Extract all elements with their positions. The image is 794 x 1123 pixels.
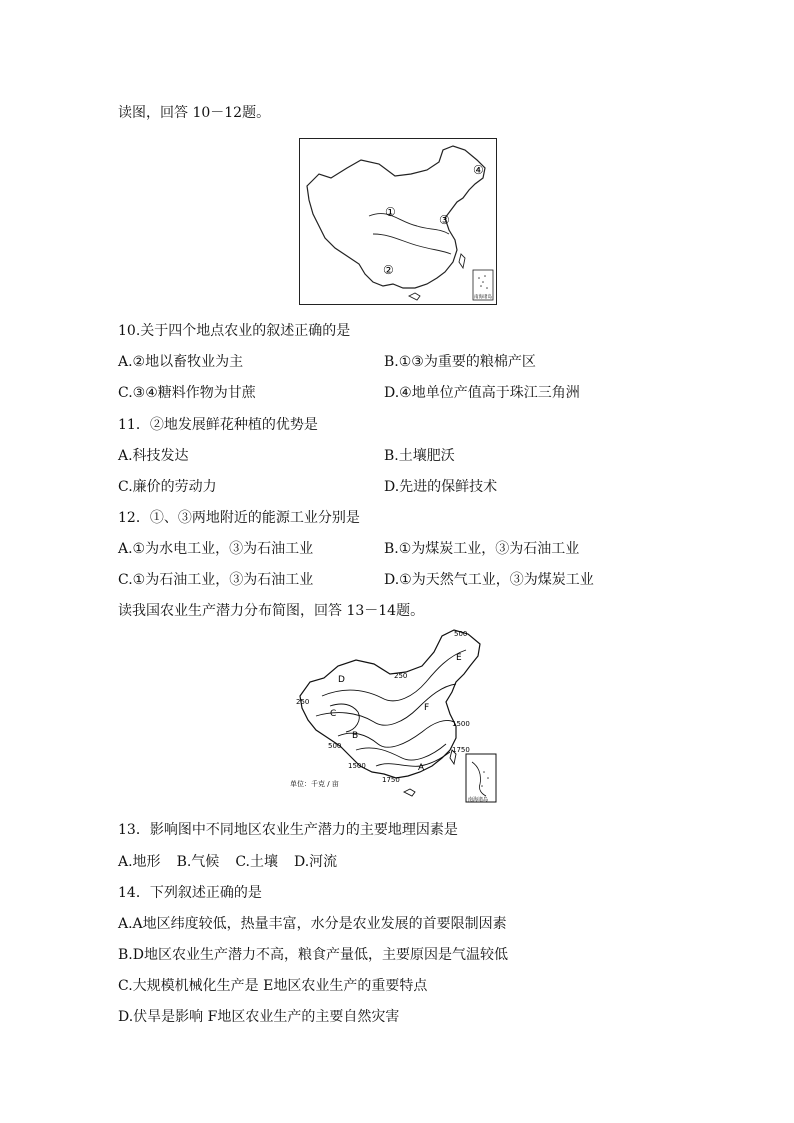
q12-option-c: C.①为石油工业，③为石油工业 xyxy=(118,572,314,588)
q11-option-c: C.廉价的劳动力 xyxy=(118,479,217,495)
q12-option-d: D.①为天然气工业，③为煤炭工业 xyxy=(384,572,594,588)
region-label-d: D xyxy=(338,675,345,685)
region-label-e: E xyxy=(456,653,462,663)
contour-label-250-left: 250 xyxy=(296,698,310,706)
q12-option-a: A.①为水电工业，③为石油工业 xyxy=(118,541,314,557)
contour-label-250-center: 250 xyxy=(394,672,408,680)
q11-option-a: A.科技发达 xyxy=(118,448,189,464)
q10-option-b: B.①③为重要的粮棉产区 xyxy=(384,354,536,370)
q14-option-d: D.伏旱是影响 F地区农业生产的主要自然灾害 xyxy=(118,1009,400,1025)
china-map-1-svg xyxy=(299,138,497,305)
q11-option-b: B.土壤肥沃 xyxy=(384,448,455,464)
marker-2: ② xyxy=(383,263,394,277)
q11-option-d: D.先进的保鲜技术 xyxy=(384,479,498,495)
q12-stem: 12．①、③两地附近的能源工业分别是 xyxy=(118,510,360,526)
hainan-island-2 xyxy=(404,789,415,796)
contour-label-500-top: 500 xyxy=(454,630,468,638)
q10-option-a: A.②地以畜牧业为主 xyxy=(118,354,244,370)
intro-text-2: 读我国农业生产潜力分布简图，回答 13－14题。 xyxy=(118,603,425,619)
contour-label-500-bottom: 500 xyxy=(328,742,342,750)
q12-option-b: B.①为煤炭工业，③为石油工业 xyxy=(384,541,580,557)
q14-stem: 14．下列叙述正确的是 xyxy=(118,885,262,901)
intro-text-1: 读图，回答 10－12题。 xyxy=(118,105,271,121)
contour-label-1750-right: 1750 xyxy=(452,746,470,754)
contour-label-1750-bottom: 1750 xyxy=(382,776,400,784)
q14-option-c: C.大规模机械化生产是 E地区农业生产的重要特点 xyxy=(118,978,428,994)
q13-option-b: B.气候 xyxy=(176,854,220,870)
contour-4 xyxy=(356,744,446,760)
region-label-c: C xyxy=(330,709,337,719)
q13-option-c: C.土壤 xyxy=(235,854,278,870)
q10-option-d: D.④地单位产值高于珠江三角洲 xyxy=(384,385,580,401)
q13-option-d: D.河流 xyxy=(293,854,338,870)
q10-stem: 10.关于四个地点农业的叙述正确的是 xyxy=(118,323,351,339)
marker-1: ① xyxy=(385,205,396,219)
q14-option-b: B.D地区农业生产潜力不高，粮食产量低，主要原因是气温较低 xyxy=(118,947,508,963)
contour-label-1500-bottom: 1500 xyxy=(348,762,366,770)
q13-stem: 13．影响图中不同地区农业生产潜力的主要地理因素是 xyxy=(118,822,458,838)
q13-options xyxy=(118,853,337,871)
contour-5 xyxy=(376,752,450,766)
inset-label-2: 南海诸岛 xyxy=(468,797,489,803)
marker-3: ③ xyxy=(439,213,450,227)
q13-option-a: A.地形 xyxy=(118,854,161,870)
q14-option-a: A.A地区纬度较低，热量丰富，水分是农业发展的首要限制因素 xyxy=(118,916,507,932)
q10-option-c: C.③④糖料作物为甘蔗 xyxy=(118,385,256,401)
region-label-f: F xyxy=(424,703,430,713)
china-map-figure-2 xyxy=(286,626,501,806)
china-outline-2 xyxy=(300,630,480,778)
inset-label-1: 南海诸岛 xyxy=(474,295,492,300)
unit-label: 单位：千克 / 亩 xyxy=(290,780,339,788)
china-map-figure-1 xyxy=(299,138,497,305)
marker-4: ④ xyxy=(473,163,484,177)
contour-label-1500-right: 1500 xyxy=(452,720,470,728)
q11-stem: 11．②地发展鲜花种植的优势是 xyxy=(118,417,318,433)
region-label-b: B xyxy=(352,731,359,741)
inset-frame-2 xyxy=(466,754,496,802)
china-map-2-svg xyxy=(286,626,501,806)
region-label-a: A xyxy=(418,763,425,773)
